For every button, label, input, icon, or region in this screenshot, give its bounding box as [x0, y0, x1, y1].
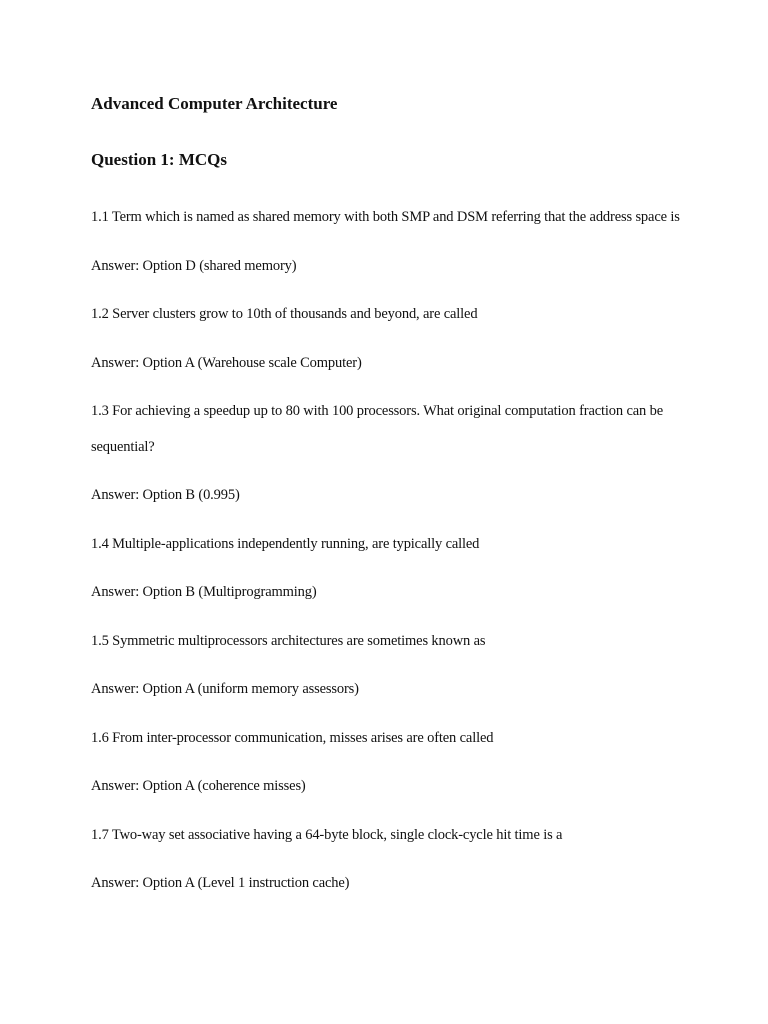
section-heading: Question 1: MCQs — [91, 150, 227, 169]
question-item-1-3 — [91, 394, 691, 527]
question-list — [91, 200, 691, 915]
answer-text: Answer: Option B (0.995) — [91, 487, 240, 503]
answer-text: Answer: Option B (Multiprogramming) — [91, 584, 317, 600]
question-text: 1.2 Server clusters grow to 10th of thousands and beyond, are called — [91, 306, 478, 322]
question-item-1-5 — [91, 624, 691, 721]
question-text: 1.7 Two-way set associative having a 64-byte block, single clock-cycle hit time is a — [91, 826, 563, 843]
question-text: 1.3 For achieving a speedup up to 80 with 100 processors. What original computation fraction can be sequential? — [91, 403, 663, 455]
question-item-1-7 — [91, 818, 691, 915]
answer-text: Answer: Option A (Warehouse scale Computer) — [91, 354, 362, 371]
answer-text: Answer: Option A (coherence misses) — [91, 778, 306, 794]
question-text: 1.6 From inter-processor communication, misses arises are often called — [91, 729, 494, 746]
question-text: 1.1 Term which is named as shared memory with both SMP and DSM referring that the address space is — [91, 209, 680, 225]
question-item-1-1 — [91, 200, 691, 297]
answer-text: Answer: Option A (Level 1 instruction cache) — [91, 875, 350, 891]
answer-text: Answer: Option A (uniform memory assessors) — [91, 681, 359, 697]
answer-text: Answer: Option D (shared memory) — [91, 257, 297, 274]
document-title: Advanced Computer Architecture — [91, 94, 338, 113]
question-text: 1.4 Multiple-applications independently running, are typically called — [91, 535, 480, 552]
question-item-1-6 — [91, 721, 691, 818]
question-item-1-4 — [91, 527, 691, 624]
question-text: 1.5 Symmetric multiprocessors architectures are sometimes known as — [91, 632, 486, 649]
question-item-1-2 — [91, 297, 691, 394]
